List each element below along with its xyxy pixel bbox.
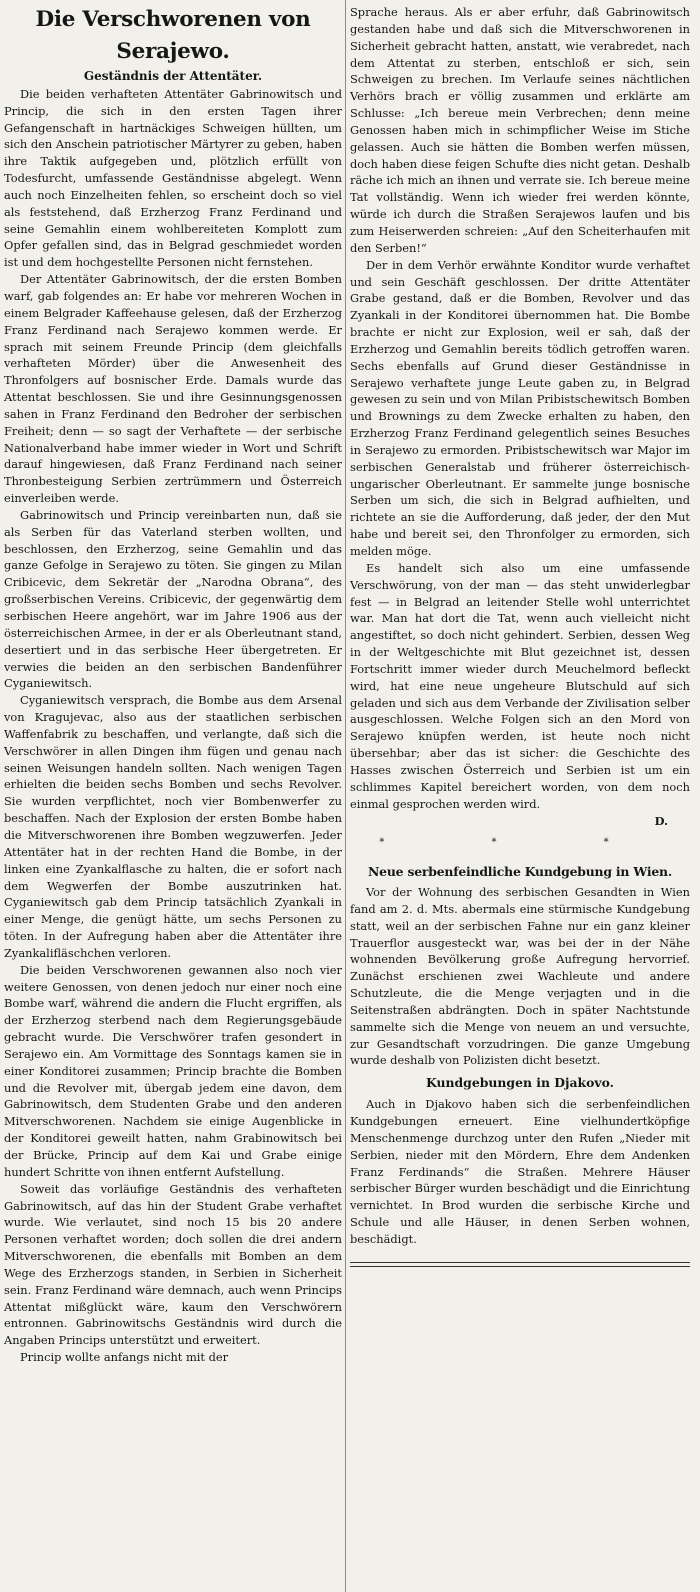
- article2-title: Neue serbenfeindliche Kundgebung in Wien.: [368, 864, 672, 880]
- article2-paragraph: Vor der Wohnung des serbischen Gesandten in Wien fand am 2. d. Mts. abermals eine stürmische Kundgebung statt, weil an der serbischen Fahne nur ein ganz kleiner Trauerflor ausgesteckt war, was bei der in der Nähe wohnenden Bevölkerung große Aufregung hervorrief. Zunächst erschienen zwei Wachleute und andere Schutzleute, die die Menge verjagten und in die Seitenstraßen abdrängten. Doch in später Nachtstunde sammelte sich die Menge von neuem an und versuchte, zur Gesandtschaft vorzudringen. Die ganze Umgebung wurde deshalb von Polizisten dicht besetzt.: [350, 885, 690, 1068]
- article-paragraph: Gabrinowitsch und Princip vereinbarten nun, daß sie als Serben für das Vaterland sterben wollten, und beschlossen, den Erzherzog, seine Gemahlin und das ganze Gefolge in Serajewo zu töten. Sie gingen zu Milan Cribicevic, dem Sekretär der „Narodna Obrana“, des großserbischen Vereins. Cribicevic, der gegenwärtig dem serbischen Heere angehört, war im Jahre 1906 aus der österreichischen Armee, in der er als Oberleutnant stand, desertiert und in das serbische Heer übergetreten. Er verwies die beiden an den serbischen Bandenführer Cyganiewitsch.: [4, 507, 342, 691]
- article-paragraph: Princip wollte anfangs nicht mit der: [20, 1350, 229, 1365]
- article3-paragraph: Auch in Djakovo haben sich die serbenfeindlichen Kundgebungen erneuert. Eine vielhundertköpfige Menschenmenge durchzog unter den Rufen „Nieder mit Serbien, nieder mit den Mördern, Ehre dem Andenken Franz Ferdinands“ die Straßen. Mehrere Häuser serbischer Bürger wurden beschädigt und die Einrichtung vernichtet. In Brod wurden die serbische Kirche und Schule und alle Häuser, in denen Serben wohnen, beschädigt.: [350, 1097, 690, 1246]
- right-column: [350, 4, 690, 1267]
- article-paragraph: Sprache heraus. Als er aber erfuhr, daß Gabrinowitsch gestanden habe und daß sich die Mitverschworenen in Sicherheit gebracht hatten, anstatt, wie verabredet, nach dem Attentat zu sterben, entschloß er sich, sein Schweigen zu brechen. Im Verlaufe seines nächtlichen Verhörs brach er völlig zusammen und erklärte am Schlusse: „Ich bereue mein Verbrechen; denn meine Genossen haben mich in schimpflicher Weise im Stiche gelassen. Auch sie hätten die Bomben werfen müssen, doch haben diese feigen Schufte dies nicht getan. Deshalb räche ich mich an ihnen und verrate sie. Ich bereue meine Tat vollständig. Wenn ich wieder frei werden könnte, würde ich durch die Straßen Serajewos laufen und bis zum Heiserwerden schreien: „Auf den Scheiterhaufen mit den Serben!“: [350, 5, 690, 255]
- section-separator: * * *: [379, 837, 661, 849]
- left-column: [4, 4, 342, 1366]
- article-paragraph: Der Attentäter Gabrinowitsch, der die ersten Bomben warf, gab folgendes an: Er habe vor mehreren Wochen in einem Belgrader Kaffeehause gelesen, daß der Erzherzog Franz Ferdinand nach Serajewo kommen werde. Er sprach mit seinem Freunde Princip (dem gleichfalls verhafteten Mörder) über die Anwesenheit des Thronfolgers auf bosnischer Erde. Damals wurde das Attentat beschlossen. Sie und ihre Gesinnungsgenossen sahen in Franz Ferdinand den Bedroher der serbischen Freiheit; denn — so sagt der Verhaftete — der serbische Nationalverband habe immer wieder in Wort und Schrift darauf hingewiesen, daß Franz Ferdinand nach seiner Thronbesteigung Serbien zertrümmern und Österreich einverleiben werde.: [4, 272, 342, 506]
- article-paragraph: Der in dem Verhör erwähnte Konditor wurde verhaftet und sein Geschäft geschlossen. Der dritte Attentäter Grabe gestand, daß er die Bomben, Revolver und das Zyankali in der Konditorei übernommen hat. Die Bombe brachte er nicht zur Explosion, weil er sah, daß der Erzherzog und Gemahlin bereits tödlich getroffen waren. Sechs ebenfalls auf Grund dieser Geständnisse in Serajewo verhaftete junge Leute gaben zu, in Belgrad gewesen zu sein und von Milan Pribistschewitsch Bomben und Brownings zu dem Zwecke erhalten zu haben, den Erzherzog Franz Ferdinand gelegentlich seines Besuches in Serajewo zu ermorden. Pribistschewitsch war Major im serbischen Generalstab und früherer österreichisch-ungarischer Oberleutnant. Er sammelte junge bosnische Serben um sich, die sich in Belgrad aufhielten, und richtete an sie die Aufforderung, daß jeder, der den Mut habe und bereit sei, den Thronfolger zu ermorden, sich melden möge.: [350, 257, 690, 558]
- column-divider: [345, 0, 346, 1592]
- article-paragraph: Die beiden verhafteten Attentäter Gabrinowitsch und Princip, die sich in den ersten Tagen ihrer Gefangenschaft in hartnäckiges Schweigen hüllten, um sich den Anschein patriotischer Märtyrer zu geben, haben ihre Taktik aufgegeben und, plötzlich erfüllt von Todesfurcht, umfassende Geständnisse abgelegt. Wenn auch noch Einzelheiten fehlen, so erscheint doch so viel als feststehend, daß Erzherzog Franz Ferdinand und seine Gemahlin einem wohlbereiteten Komplott zum Opfer gefallen sind, das in Belgrad geschmiedet worden ist und dem hochgestellte Personen nicht fernstehen.: [4, 86, 342, 270]
- article-title: Die Verschworenen von Serajewo.: [35, 7, 311, 64]
- article3-title: Kundgebungen in Djakovo.: [426, 1075, 614, 1091]
- article-paragraph: Die beiden Verschworenen gewannen also noch vier weitere Genossen, von denen jedoch nur einer noch eine Bombe warf, während die andern die Flucht ergriffen, als der Erzherzog sterbend nach dem Regierungsgebäude gebracht wurde. Die Verschwörer trafen gesondert in Serajewo ein. Am Vormittage des Sonntags kamen sie in einer Konditorei zusammen; Princip brachte die Bomben und die Revolver mit, übergab jedem eine davon, dem Gabrinowitsch, dem Studenten Grabe und den anderen Mitverschworenen. Nachdem sie einige Augenblicke in der Konditorei geweilt hatten, nahm Grabinowitsch bei der Brücke, Princip auf dem Kai und Grabe einige hundert Schritte von ihnen entfernt Aufstellung.: [4, 962, 342, 1179]
- article-paragraph: Cyganiewitsch versprach, die Bombe aus dem Arsenal von Kragujevac, also aus der staatlichen serbischen Waffenfabrik zu beschaffen, und verlangte, daß sich die Verschwörer in allen Dingen ihm fügen und genau nach seinen Weisungen handeln sollten. Nach wenigen Tagen erhielten die beiden sechs Bomben und sechs Revolver. Sie wurden verpflichtet, noch vier Bombenwerfer zu beschaffen. Nach der Explosion der ersten Bombe haben die Mitverschworenen ihre Bomben wegzuwerfen. Jeder Attentäter hat in der rechten Hand die Bombe, in der linken eine Zyankalflasche zu halten, die er sofort nach dem Wegwerfen der Bombe auszutrinken hat. Cyganiewitsch gab dem Princip tatsächlich Zyankali in einer Menge, die genügt hätte, um sechs Personen zu töten. In der Aufregung haben aber die Attentäter ihre Zyankalifläschchen verloren.: [4, 693, 342, 960]
- article-paragraph: Soweit das vorläufige Geständnis des verhafteten Gabrinowitsch, auf das hin der Student Grabe verhaftet wurde. Wie verlautet, sind noch 15 bis 20 andere Personen verhaftet worden; doch sollen die drei andern Mitverschworenen, die ebenfalls mit Bomben an dem Wege des Erzherzogs standen, in Serbien in Sicherheit sein. Franz Ferdinand wäre demnach, auch wenn Princips Attentat mißglückt wäre, kaum den Verschwörern entronnen. Gabrinowitschs Geständnis wird durch die Angaben Princips unterstützt und erweitert.: [4, 1181, 342, 1348]
- article-subtitle: Geständnis der Attentäter.: [83, 69, 263, 83]
- end-rule: [350, 1262, 690, 1267]
- article-paragraph: Es handelt sich also um eine umfassende Verschwörung, von der man — das steht unwiderlegbar fest — in Belgrad an leitender Stelle wohl unterrichtet war. Man hat dort die Tat, wenn auch vielleicht nicht angestiftet, so doch nicht gehindert. Serbien, dessen Weg in der Weltgeschichte mit Blut gezeichnet ist, dessen Fortschritt immer wieder durch Meuchelmord befleckt wird, hat eine neue ungeheure Blutschuld auf sich geladen und sich aus dem Verbande der Zivilisation selber ausgeschlossen. Welche Folgen sich an den Mord von Serajewo knüpfen werden, ist heute noch nicht übersehbar; aber das ist sicher: die Geschichte des Hasses zwischen Österreich und Serbien ist um ein schlimmes Kapitel bereichert worden, von dem noch einmal gesprochen werden wird.: [350, 560, 690, 811]
- article-signature: D.: [654, 813, 668, 828]
